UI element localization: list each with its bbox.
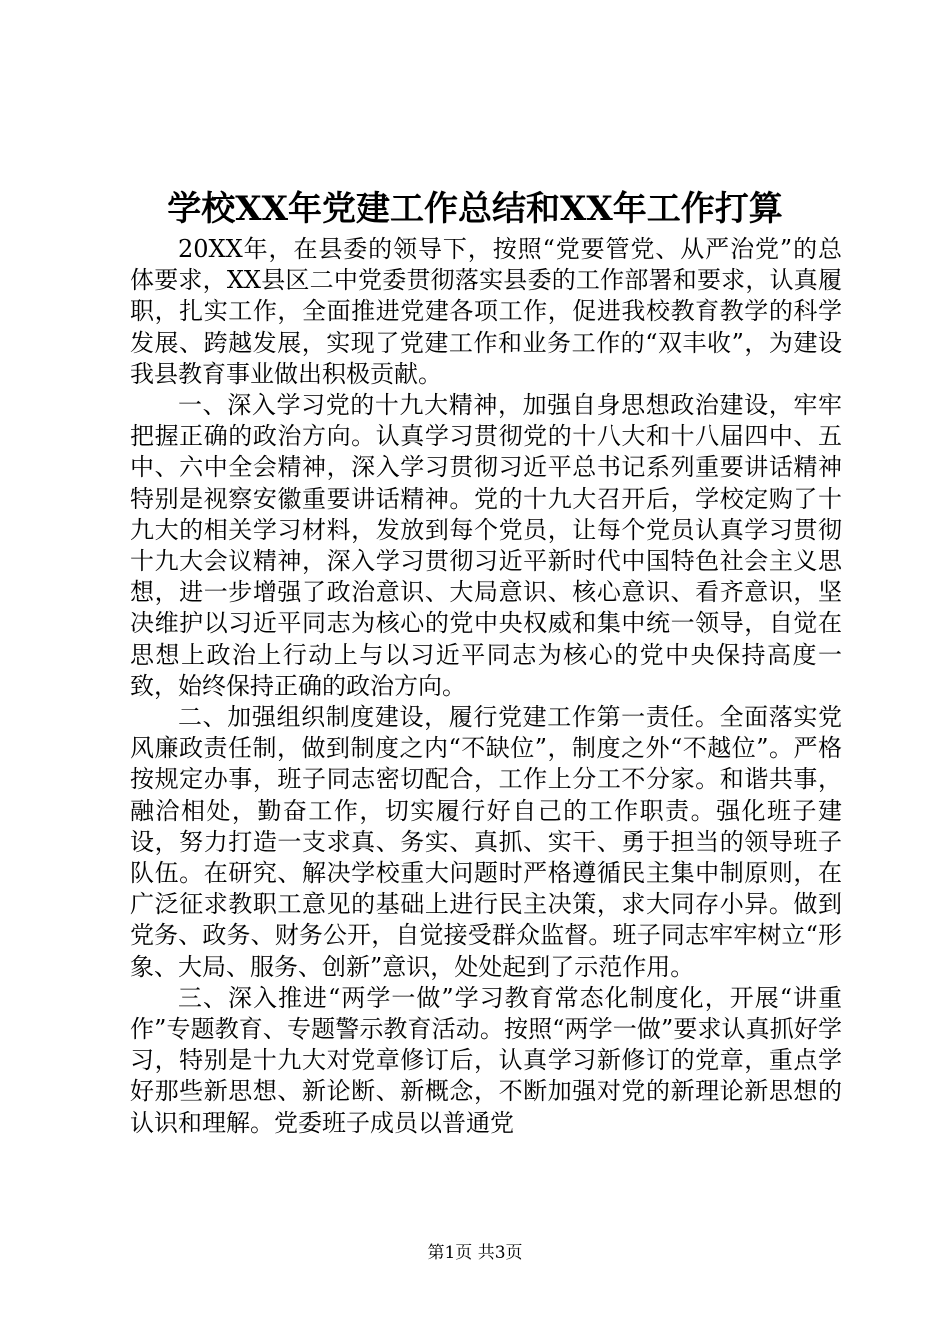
document-title: 学校XX年党建工作总结和XX年工作打算 [167, 189, 783, 229]
paragraph-intro: 20XX年，在县委的领导下，按照“党要管党、从严治党”的总体要求，XX县区二中党委贯彻落实县委的工作部署和要求，认真履职，扎实工作，全面推进党建各项工作，促进我校教育教学的科学发展、跨越发展，实现了党建工作和业务工作的“双丰收”，为建设我县教育事业做出积极贡献。 [130, 235, 842, 388]
document-body [130, 234, 842, 1139]
paragraph-section-2: 二、加强组织制度建设，履行党建工作第一责任。全面落实党风廉政责任制，做到制度之内“不缺位”，制度之外“不越位”。严格按规定办事，班子同志密切配合，工作上分工不分家。和谐共事，融洽相处，勤奋工作，切实履行好自己的工作职责。强化班子建设，努力打造一支求真、务实、真抓、实干、勇于担当的领导班子队伍。在研究、解决学校重大问题时严格遵循民主集中制原则，在广泛征求教职工意见的基础上进行民主决策，求大同存小异。做到党务、政务、财务公开，自觉接受群众监督。班子同志牢牢树立“形象、大局、服务、创新”意识，处处起到了示范作用。 [130, 703, 842, 981]
paragraph-section-1: 一、深入学习党的十九大精神，加强自身思想政治建设，牢牢把握正确的政治方向。认真学习贯彻党的十八大和十八届四中、五中、六中全会精神，深入学习贯彻习近平总书记系列重要讲话精神特别是视察安徽重要讲话精神。党的十九大召开后，学校定购了十九大的相关学习材料，发放到每个党员，让每个党员认真学习贯彻十九大会议精神，深入学习贯彻习近平新时代中国特色社会主义思想，进一步增强了政治意识、大局意识、核心意识、看齐意识，坚决维护以习近平同志为核心的党中央权威和集中统一领导，自觉在思想上政治上行动上与以习近平同志为核心的党中央保持高度一致，始终保持正确的政治方向。 [130, 391, 842, 700]
page-number-footer: 第1页 共3页 [427, 1243, 523, 1263]
paragraph-section-3: 三、深入推进“两学一做”学习教育常态化制度化，开展“讲重作”专题教育、专题警示教育活动。按照“两学一做”要求认真抓好学习，特别是十九大对党章修订后，认真学习新修订的党章，重点学好那些新思想、新论断、新概念，不断加强对党的新理论新思想的认识和理解。党委班子成员以普通党 [130, 983, 842, 1137]
